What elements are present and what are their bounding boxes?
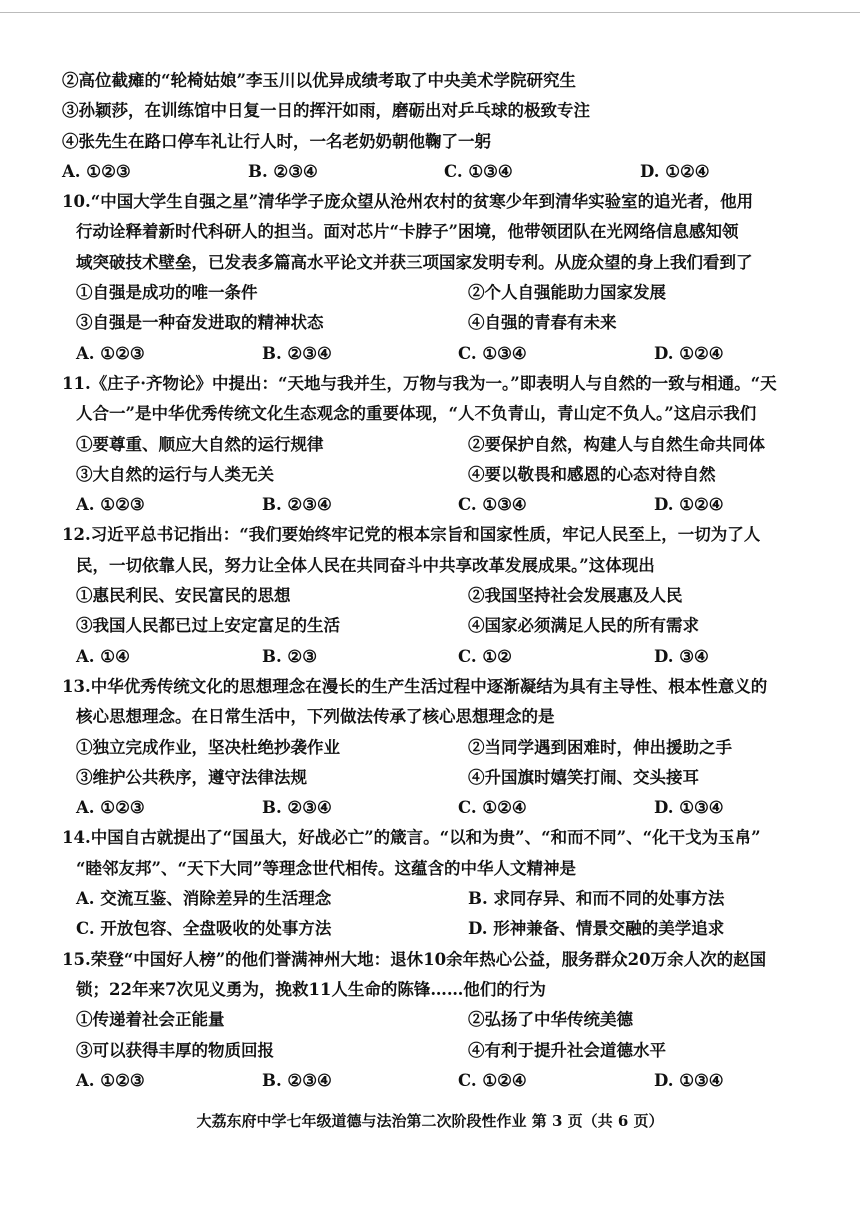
q12-items-row-1 bbox=[62, 581, 807, 611]
option-d: D. ①②④ bbox=[654, 343, 724, 363]
q15-stem-line-1: 15.荣登“中国好人榜”的他们誉满神州大地：退休10余年热心公益，服务群众20万余人次的赵国 bbox=[62, 949, 767, 969]
q12-item-4: ④国家必须满足人民的所有需求 bbox=[468, 616, 699, 636]
q11-item-3: ③大自然的运行与人类无关 bbox=[76, 464, 274, 484]
q9-options bbox=[62, 157, 807, 187]
q11-stem-line-1: 11.《庄子·齐物论》中提出：“天地与我并生，万物与我为一。”即表明人与自然的一致与相通。“天 bbox=[62, 373, 777, 393]
page-footer: 大荔东府中学七年级道德与法治第二次阶段性作业 第 3 页（共 6 页） bbox=[196, 1112, 664, 1130]
q10-stem-line-3: 域突破技术壁垒，已发表多篇高水平论文并获三项国家发明专利。从庞众望的身上我们看到了 bbox=[76, 252, 753, 272]
q15-items-row-1 bbox=[62, 1005, 807, 1035]
q12-item-1: ①惠民利民、安民富民的思想 bbox=[76, 586, 291, 606]
q10-stem-line-2: 行动诠释着新时代科研人的担当。面对芯片“卡脖子”困境，他带领团队在光网络信息感知领 bbox=[76, 222, 739, 242]
option-a: A. ①②③ bbox=[76, 495, 145, 515]
q13-item-3: ③维护公共秩序，遵守法律法规 bbox=[76, 767, 307, 787]
page-content bbox=[62, 66, 807, 1096]
question-10 bbox=[62, 187, 807, 369]
option-a: A. ①②③ bbox=[76, 343, 145, 363]
q15-options bbox=[62, 1066, 807, 1096]
q14-stem-line-2: “睦邻友邦”、“天下大同”等理念世代相传。这蕴含的中华人文精神是 bbox=[76, 858, 576, 878]
option-b: B. ②③④ bbox=[262, 1070, 332, 1090]
option-b: B. ②③④ bbox=[248, 161, 318, 181]
q11-item-2: ②要保护自然，构建人与自然生命共同体 bbox=[468, 434, 765, 454]
option-c: C. ①②④ bbox=[458, 798, 527, 818]
q12-items-row-2 bbox=[62, 611, 807, 641]
option-c: C. ①② bbox=[458, 646, 512, 666]
q12-item-2: ②我国坚持社会发展惠及人民 bbox=[468, 586, 683, 606]
q9-item-3: ③孙颖莎，在训练馆中日复一日的挥汗如雨，磨砺出对乒乓球的极致专注 bbox=[62, 101, 590, 121]
q10-item-1: ①自强是成功的唯一条件 bbox=[76, 283, 258, 303]
q13-items-row-2 bbox=[62, 763, 807, 793]
option-b: B. ②③④ bbox=[262, 343, 332, 363]
q11-options bbox=[62, 490, 807, 520]
q15-stem-line-2: 锁；22年来7次见义勇为，挽救11人生命的陈锋……他们的行为 bbox=[76, 979, 546, 999]
option-c: C. ①③④ bbox=[444, 161, 513, 181]
q10-items-row-1 bbox=[62, 278, 807, 308]
option-b: B. ②③④ bbox=[262, 798, 332, 818]
q10-item-4: ④自强的青春有未来 bbox=[468, 313, 617, 333]
option-d: D. ①③④ bbox=[654, 798, 724, 818]
q13-item-4: ④升国旗时嬉笑打闹、交头接耳 bbox=[468, 767, 699, 787]
q11-stem-line-2: 人合一”是中华优秀传统文化生态观念的重要体现，“人不负青山，青山定不负人。”这启示我们 bbox=[76, 404, 757, 424]
q15-item-2: ②弘扬了中华传统美德 bbox=[468, 1010, 633, 1030]
q15-item-4: ④有利于提升社会道德水平 bbox=[468, 1040, 666, 1060]
option-b: B. ②③④ bbox=[262, 495, 332, 515]
option-c: C. 开放包容、全盘吸收的处事方法 bbox=[76, 919, 332, 939]
option-a: A. ①②③ bbox=[62, 161, 131, 181]
option-c: C. ①③④ bbox=[458, 343, 527, 363]
q11-items-row-2 bbox=[62, 460, 807, 490]
q12-item-3: ③我国人民都已过上安定富足的生活 bbox=[76, 616, 340, 636]
option-a: A. ①②③ bbox=[76, 798, 145, 818]
option-d: D. ①②④ bbox=[654, 495, 724, 515]
option-c: C. ①③④ bbox=[458, 495, 527, 515]
question-12 bbox=[62, 520, 807, 671]
q15-item-1: ①传递着社会正能量 bbox=[76, 1010, 225, 1030]
q9-item-4: ④张先生在路口停车礼让行人时，一名老奶奶朝他鞠了一躬 bbox=[62, 131, 491, 151]
q12-stem-line-2: 民，一切依靠人民，努力让全体人民在共同奋斗中共享改革发展成果。”这体现出 bbox=[76, 555, 655, 575]
q11-items-row-1 bbox=[62, 430, 807, 460]
q14-stem-line-1: 14.中国自古就提出了“国虽大，好战必亡”的箴言。“以和为贵”、“和而不同”、“化干戈为玉帛” bbox=[62, 828, 761, 848]
q13-stem-line-2: 核心思想理念。在日常生活中，下列做法传承了核心思想理念的是 bbox=[76, 707, 555, 727]
option-b: B. 求同存异、和而不同的处事方法 bbox=[468, 889, 725, 909]
question-11 bbox=[62, 369, 807, 520]
q10-item-3: ③自强是一种奋发进取的精神状态 bbox=[76, 313, 324, 333]
q10-item-2: ②个人自强能助力国家发展 bbox=[468, 283, 666, 303]
question-14 bbox=[62, 823, 807, 944]
q12-stem-line-1: 12.习近平总书记指出：“我们要始终牢记党的根本宗旨和国家性质，牢记人民至上，一切为了人 bbox=[62, 525, 761, 545]
q9-item-2: ②高位截瘫的“轮椅姑娘”李玉川以优异成绩考取了中央美术学院研究生 bbox=[62, 71, 576, 90]
q11-item-4: ④要以敬畏和感恩的心态对待自然 bbox=[468, 464, 716, 484]
option-d: D. 形神兼备、情景交融的美学追求 bbox=[468, 919, 725, 939]
q13-options bbox=[62, 793, 807, 823]
q12-options bbox=[62, 642, 807, 672]
q13-item-1: ①独立完成作业，坚决杜绝抄袭作业 bbox=[76, 737, 340, 757]
q10-items-row-2 bbox=[62, 308, 807, 338]
q13-stem-line-1: 13.中华优秀传统文化的思想理念在漫长的生产生活过程中逐渐凝结为具有主导性、根本性意义的 bbox=[62, 676, 768, 696]
q11-item-1: ①要尊重、顺应大自然的运行规律 bbox=[76, 434, 324, 454]
option-d: D. ③④ bbox=[654, 646, 709, 666]
option-a: A. ①④ bbox=[76, 646, 130, 666]
q15-items-row-2 bbox=[62, 1036, 807, 1066]
q14-options-row-1 bbox=[62, 884, 807, 914]
question-15 bbox=[62, 945, 807, 1096]
question-13 bbox=[62, 672, 807, 823]
option-a: A. ①②③ bbox=[76, 1070, 145, 1090]
q10-stem-line-1: 10.“中国大学生自强之星”清华学子庞众望从沧州农村的贫寒少年到清华实验室的追光者，他用 bbox=[62, 192, 754, 212]
q14-options-row-2 bbox=[62, 914, 807, 944]
option-d: D. ①③④ bbox=[654, 1070, 724, 1090]
q15-item-3: ③可以获得丰厚的物质回报 bbox=[76, 1040, 274, 1060]
option-a: A. 交流互鉴、消除差异的生活理念 bbox=[76, 889, 332, 909]
q13-items-row-1 bbox=[62, 733, 807, 763]
option-b: B. ②③ bbox=[262, 646, 318, 666]
q10-options bbox=[62, 339, 807, 369]
question-9-continued bbox=[62, 66, 807, 187]
option-c: C. ①②④ bbox=[458, 1070, 527, 1090]
q13-item-2: ②当同学遇到困难时，伸出援助之手 bbox=[468, 737, 732, 757]
top-rule bbox=[0, 12, 860, 13]
option-d: D. ①②④ bbox=[640, 161, 710, 181]
